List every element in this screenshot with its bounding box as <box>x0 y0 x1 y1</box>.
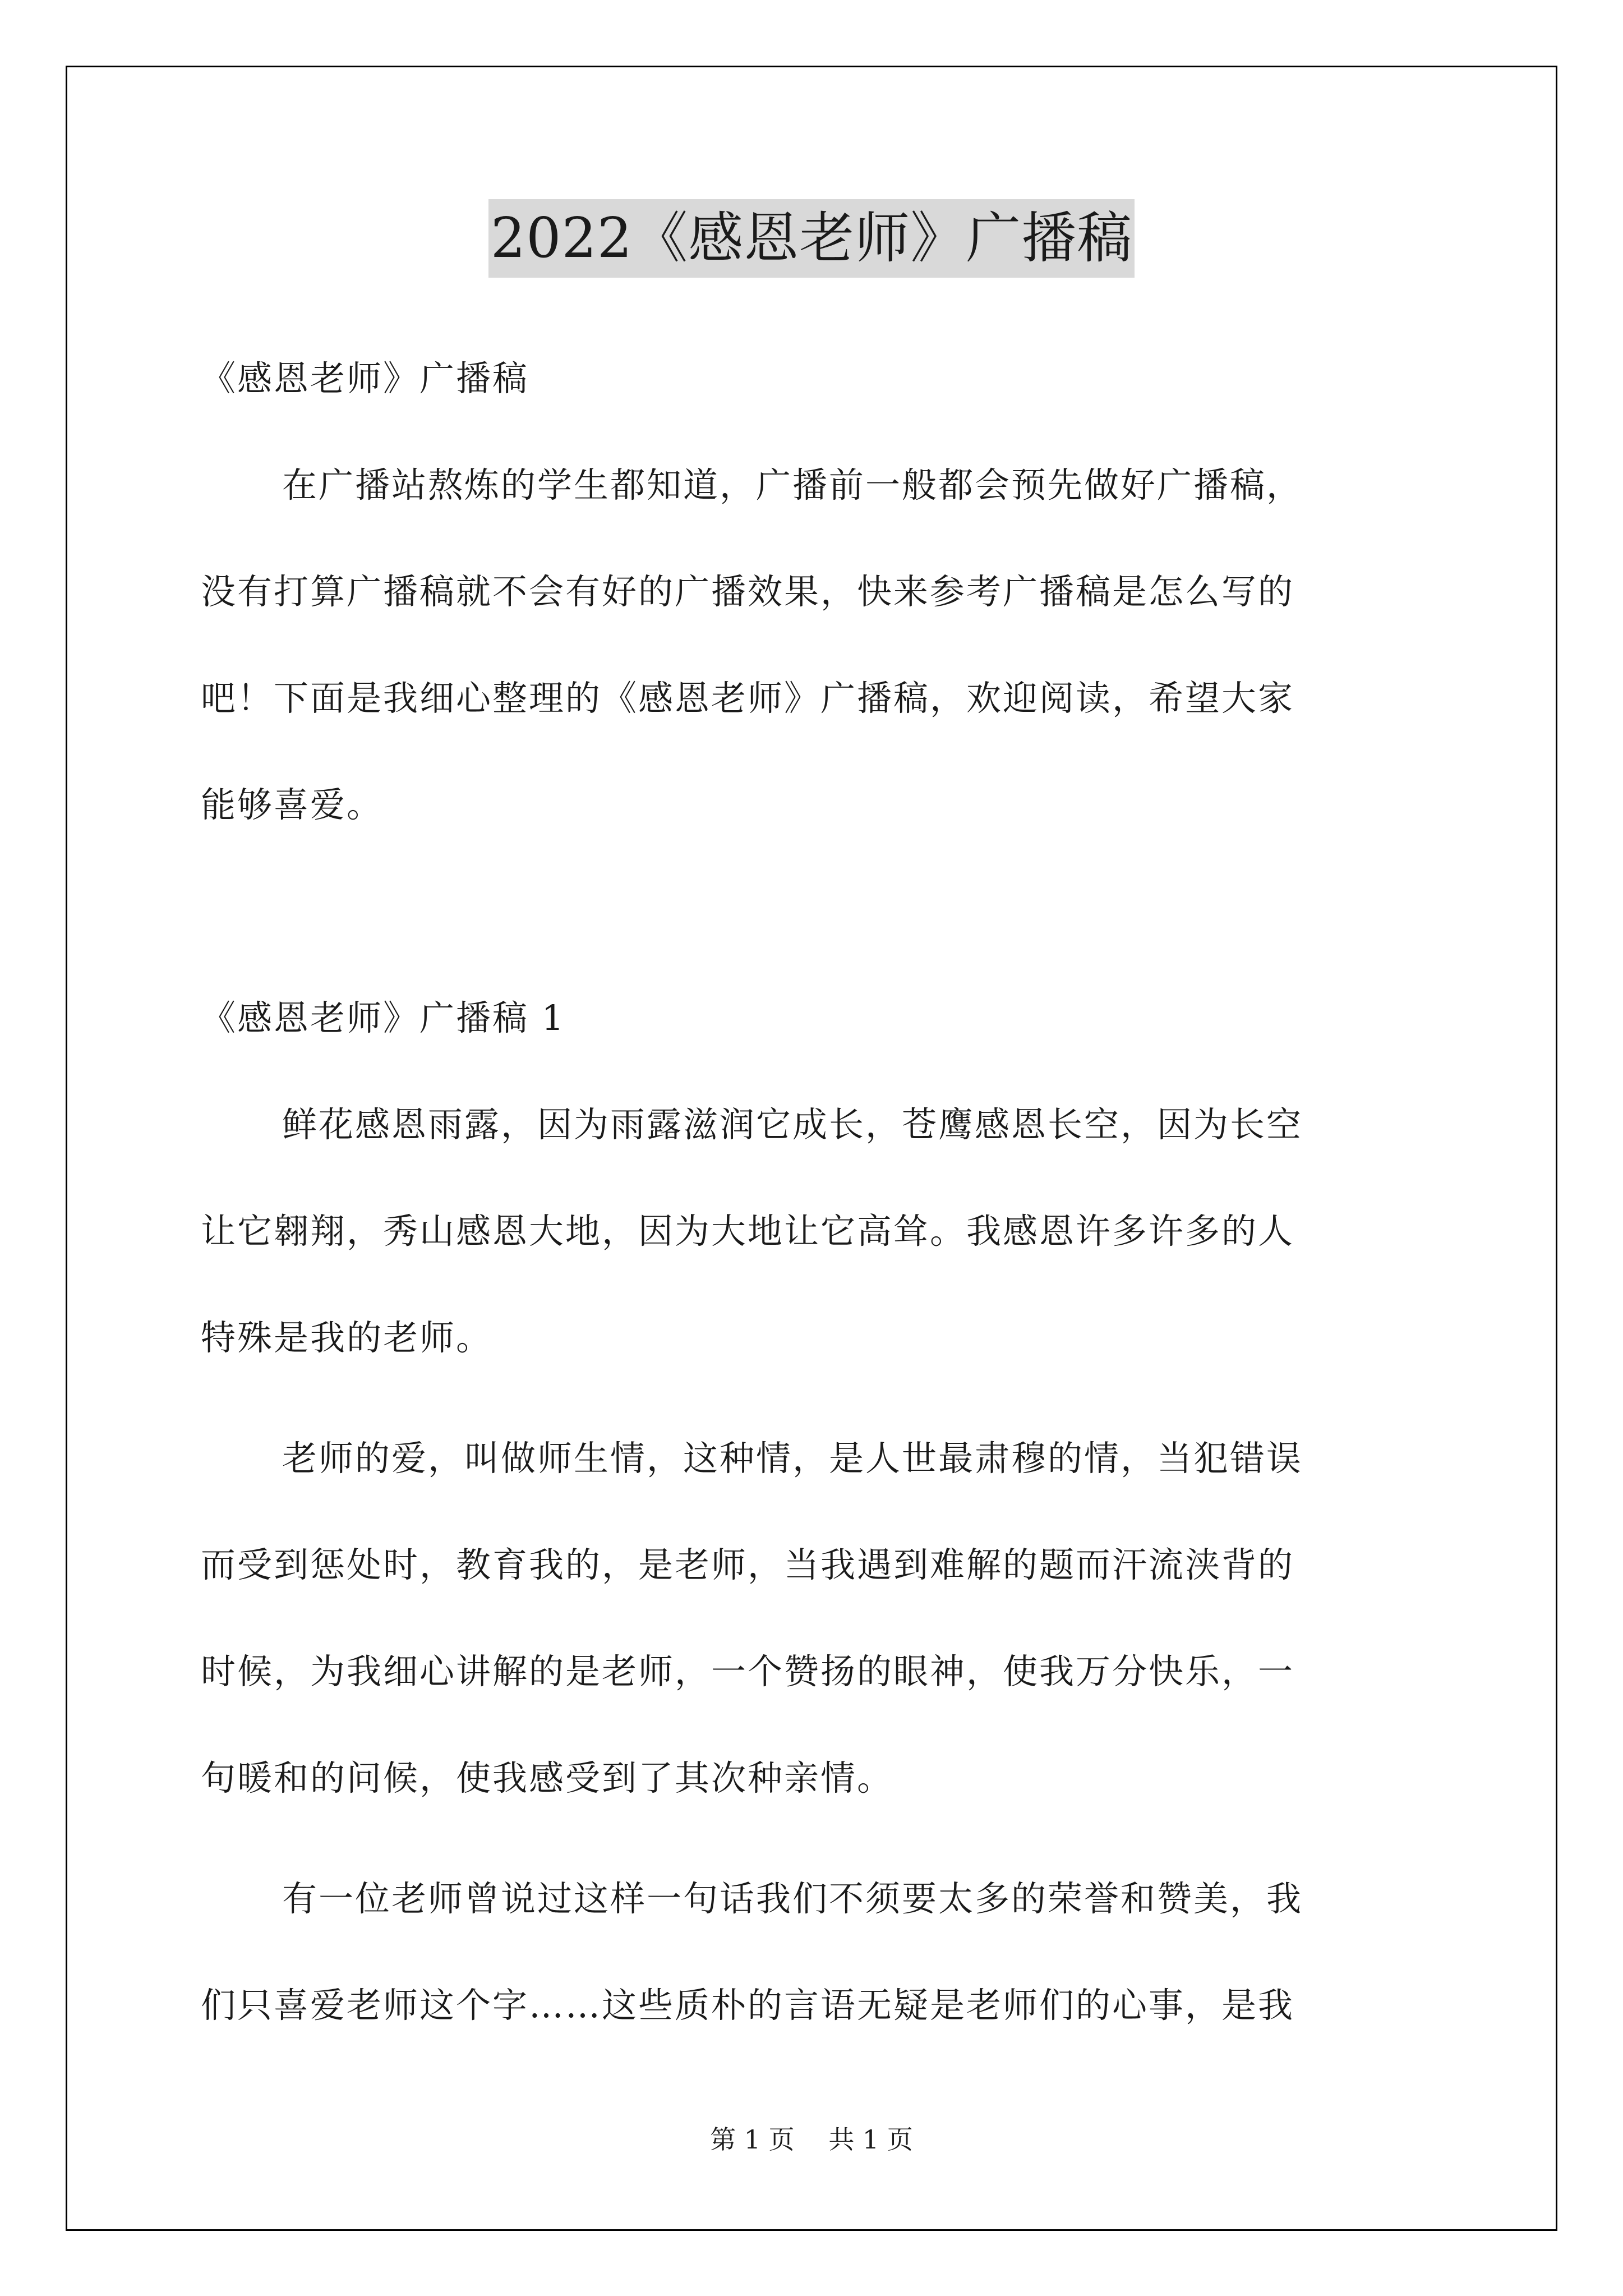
page-footer <box>0 2119 1623 2156</box>
paragraph-gap <box>201 1823 1435 1837</box>
paragraph-line: 句暖和的问候，使我感受到了其次种亲情。 <box>201 1757 894 1798</box>
paragraph-line: 老师的爱，叫做师生情，这种情，是人世最肃穆的情，当犯错误 <box>282 1438 1303 1479</box>
paragraph-line: 而受到惩处时，教育我的，是老师，当我遇到难解的题而汗流浃背的 <box>201 1544 1295 1585</box>
title-container <box>0 199 1623 278</box>
paragraph-gap <box>201 1383 1435 1397</box>
section-heading: 《感恩老师》广播稿 <box>201 358 529 399</box>
page-total: 共 1 页 <box>828 2124 913 2155</box>
document-body <box>201 317 1435 2050</box>
paragraph-line: 吧！下面是我细心整理的《感恩老师》广播稿，欢迎阅读，希望大家 <box>201 678 1295 719</box>
paragraph-line: 有一位老师曾说过这样一句话我们不须要太多的荣誉和赞美，我 <box>282 1878 1303 1919</box>
document-title: 2022《感恩老师》广播稿 <box>488 199 1135 278</box>
paragraph-line: 们只喜爱老师这个字……这些质朴的言语无疑是老师们的心事，是我 <box>201 1985 1295 2026</box>
paragraph-line: 在广播站熬炼的学生都知道，广播前一般都会预先做好广播稿， <box>282 464 1303 505</box>
paragraph-line: 时候，为我细心讲解的是老师，一个赞扬的眼神，使我万分快乐，一 <box>201 1651 1295 1692</box>
paragraph-line: 让它翱翔，秀山感恩大地，因为大地让它高耸。我感恩许多许多的人 <box>201 1211 1295 1251</box>
paragraph-line: 鲜花感恩雨露，因为雨露滋润它成长，苍鹰感恩长空，因为长空 <box>282 1104 1303 1145</box>
paragraph-gap <box>201 850 1435 956</box>
page-number: 第 1 页 <box>710 2124 795 2155</box>
paragraph-line: 特殊是我的老师。 <box>201 1317 493 1358</box>
paragraph-line: 能够喜爱。 <box>201 784 384 825</box>
paragraph-line: 没有打算广播稿就不会有好的广播效果，快来参考广播稿是怎么写的 <box>201 571 1295 612</box>
section-heading: 《感恩老师》广播稿 1 <box>201 997 566 1038</box>
